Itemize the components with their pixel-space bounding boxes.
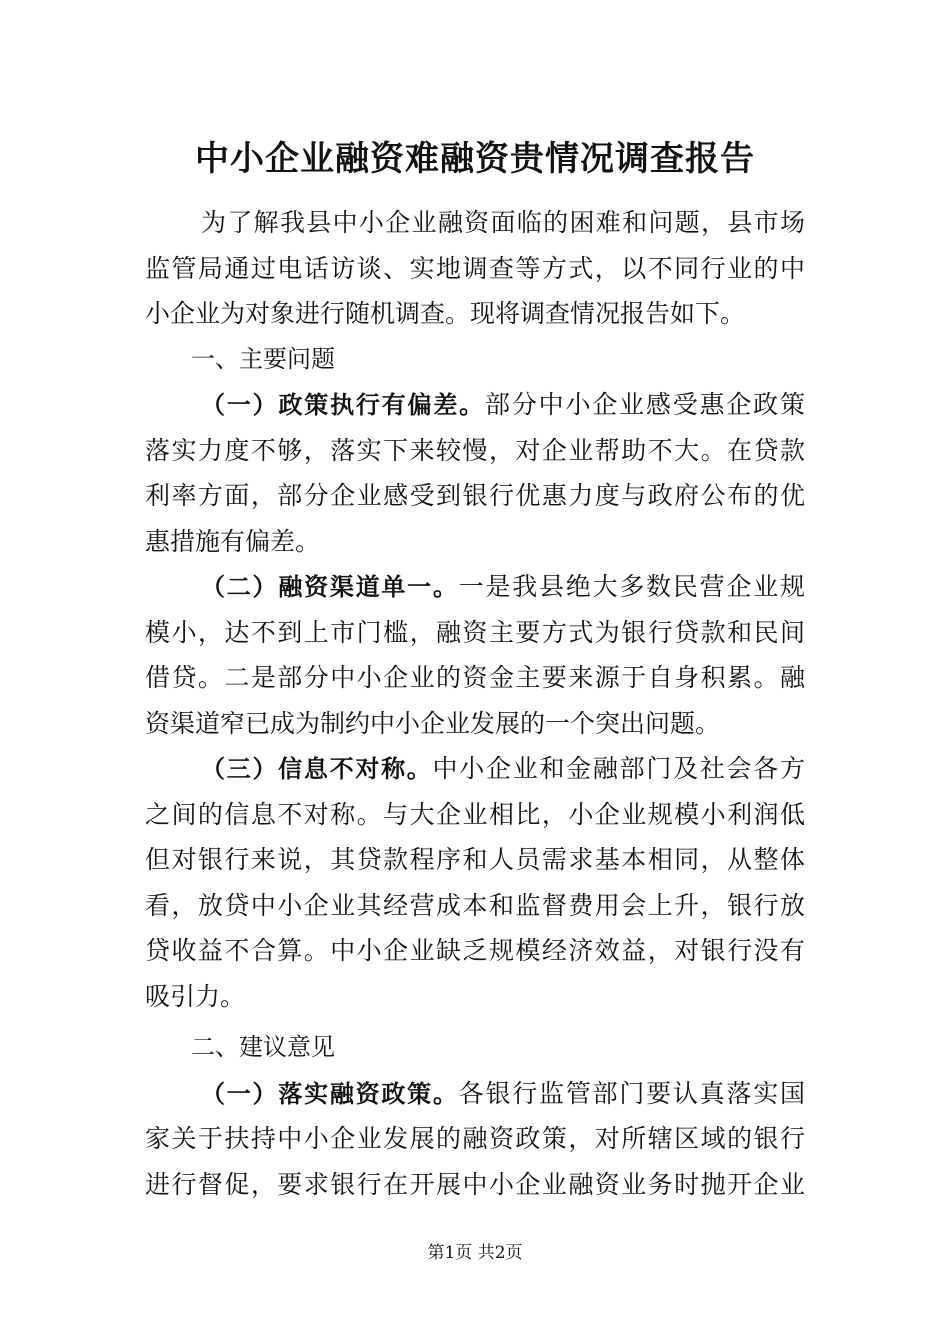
paragraph-line: 借贷。二是部分中小企业的资金主要来源于自身积累。融 <box>145 663 805 692</box>
paragraph-first-line <box>145 564 805 610</box>
paragraph-line: 吸引力。 <box>145 981 246 1011</box>
intro-line: 监管局通过电话访谈、实地调查等方式，以不同行业的中 <box>145 253 805 283</box>
paragraph-text: 部分中小企业感受惠企政策 <box>485 390 805 419</box>
section-heading-suggestions: 二、建议意见 <box>191 1033 335 1061</box>
paragraph-line: 模小，达不到上市门槛，融资主要方式为银行贷款和民间 <box>145 617 805 647</box>
paragraph-line: 贷收益不合算。中小企业缺乏规模经济效益，对银行没有 <box>145 936 805 965</box>
paragraph-line: 家关于扶持中小企业发展的融资政策，对所辖区域的银行 <box>145 1124 805 1153</box>
intro-line: 为了解我县中小企业融资面临的困难和问题，县市场 <box>201 208 805 237</box>
paragraph-line: 之间的信息不对称。与大企业相比，小企业规模小利润低 <box>145 799 805 829</box>
paragraph-line: 但对银行来说，其贷款程序和人员需求基本相同，从整体 <box>145 845 805 874</box>
paragraph-text: 一是我县绝大多数民营企业规 <box>458 572 805 601</box>
paragraph-line: 惠措施有偏差。 <box>145 526 321 556</box>
paragraph-line: 利率方面，部分企业感受到银行优惠力度与政府公布的优 <box>145 481 805 510</box>
page-number-footer: 第1页 共2页 <box>427 1243 523 1263</box>
paragraph-line: 看，放贷中小企业其经营成本和监督费用会上升，银行放 <box>145 890 805 920</box>
subheading-policy-deviation: （一）政策执行有偏差。 <box>201 391 485 419</box>
intro-line: 小企业为对象进行随机调查。现将调查情况报告如下。 <box>145 299 746 328</box>
paragraph-first-line <box>145 382 805 428</box>
paragraph-first-line <box>145 1071 805 1117</box>
paragraph-line: 落实力度不够，落实下来较慢，对企业帮助不大。在贷款 <box>145 435 805 465</box>
paragraph-text: 中小企业和金融部门及社会各方 <box>432 754 805 783</box>
subheading-single-channel: （二）融资渠道单一。 <box>201 573 459 601</box>
document-title: 中小企业融资难融资贵情况调查报告 <box>195 139 755 179</box>
subheading-implement-policy: （一）落实融资政策。 <box>201 1079 459 1108</box>
paragraph-first-line <box>145 746 805 792</box>
document-body <box>145 200 805 1207</box>
subheading-info-asymmetry: （三）信息不对称。 <box>201 755 433 783</box>
paragraph-text: 各银行监管部门要认真落实国 <box>458 1078 805 1108</box>
paragraph-line: 资渠道窄已成为制约中小企业发展的一个突出问题。 <box>145 708 721 738</box>
paragraph-line: 进行督促，要求银行在开展中小企业融资业务时抛开企业 <box>145 1169 805 1199</box>
section-heading-problems: 一、主要问题 <box>191 344 335 373</box>
